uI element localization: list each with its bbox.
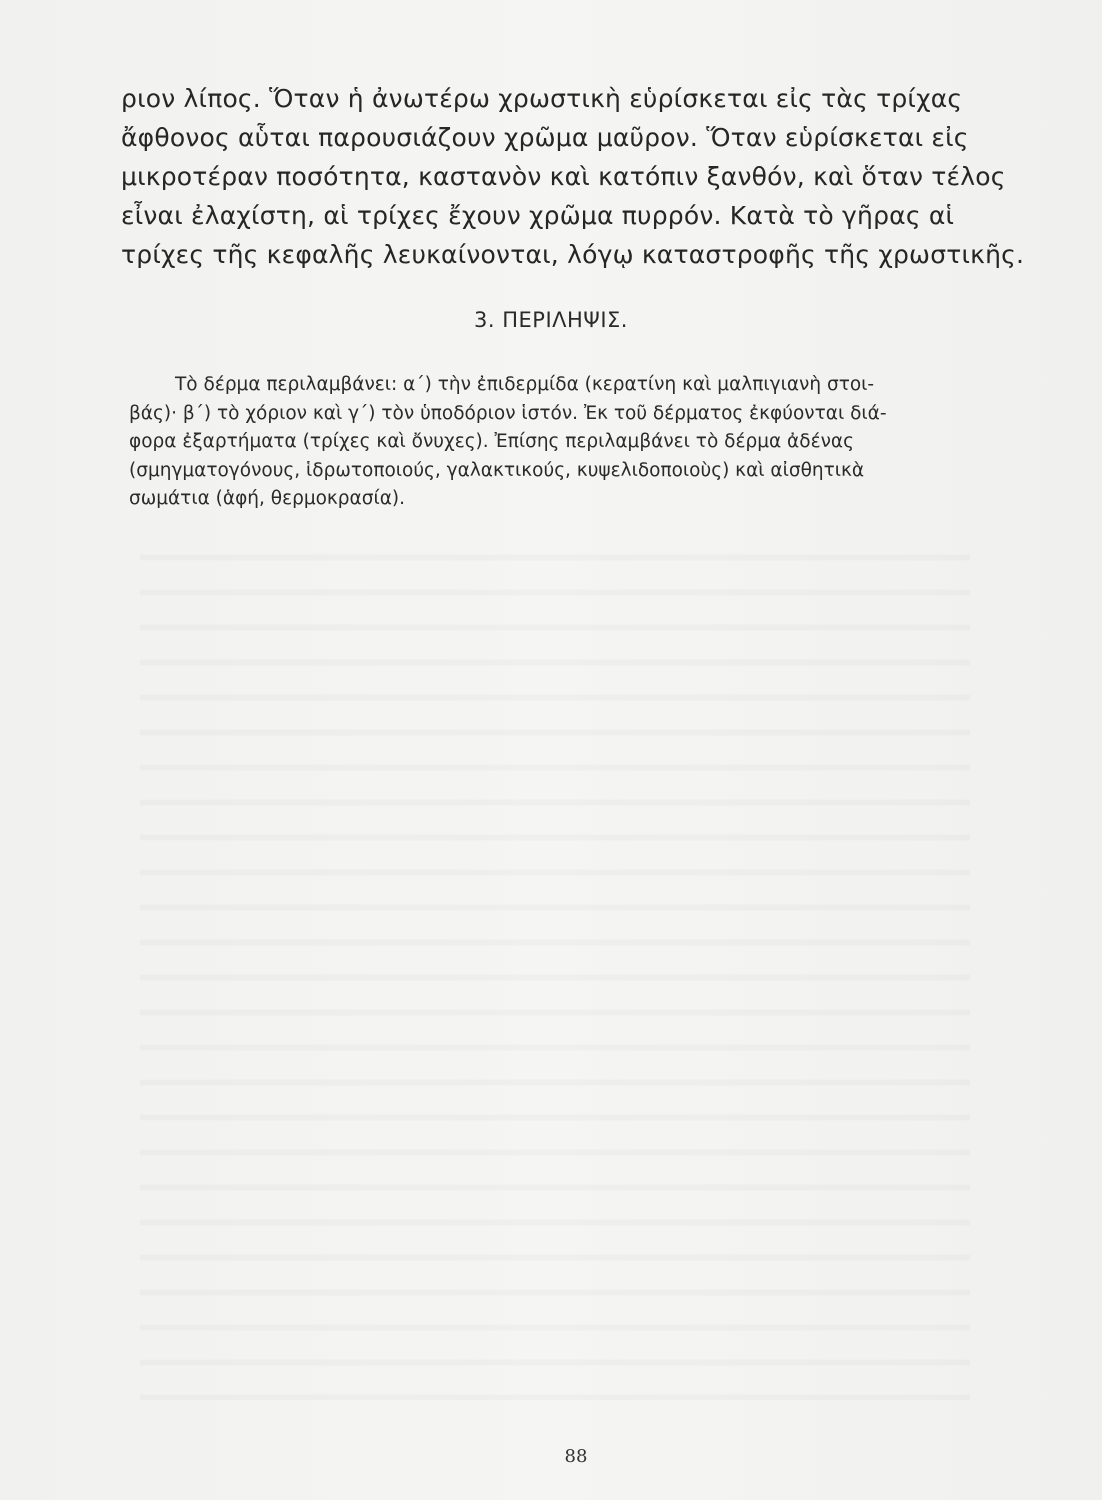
body-line: μικροτέραν ποσότητα, καστανὸν καὶ κατόπιν ξανθόν, καὶ ὅταν τέλος bbox=[121, 162, 1006, 191]
page-number: 88 bbox=[564, 1446, 588, 1467]
summary-line: (σμηγματογόνους, ἱδρωτοποιούς, γαλακτικούς, κυψελιδοποιοὺς) καὶ αἰσθητικὰ bbox=[129, 459, 865, 481]
body-line: τρίχες τῆς κεφαλῆς λευκαίνονται, λόγῳ καταστροφῆς τῆς χρωστικῆς. bbox=[121, 240, 1025, 269]
reverse-side-show-through bbox=[140, 530, 970, 1400]
summary-line: Τὸ δέρμα περιλαμβάνει: α΄) τὴν ἐπιδερμίδα (κερατίνη καὶ μαλπιγιανὴ στοι- bbox=[175, 374, 875, 395]
summary-line: σωμάτια (ἁφή, θερμοκρασία). bbox=[129, 488, 406, 509]
body-line: ριον λίπος. Ὅταν ἡ ἀνωτέρω χρωστικὴ εὑρίσκεται εἰς τὰς τρίχας bbox=[121, 84, 963, 113]
summary-paragraph bbox=[129, 371, 1009, 514]
summary-line: φορα ἐξαρτήματα (τρίχες καὶ ὄνυχες). Ἐπίσης περιλαμβάνει τὸ δέρμα ἀδένας bbox=[129, 431, 854, 452]
body-line: ἄφθονος αὗται παρουσιάζουν χρῶμα μαῦρον. Ὅταν εὑρίσκεται εἰς bbox=[121, 123, 969, 152]
summary-line: βάς)· β΄) τὸ χόριον καὶ γ΄) τὸν ὑποδόριον ἱστόν. Ἐκ τοῦ δέρματος ἐκφύονται διά- bbox=[129, 402, 887, 424]
body-line: εἶναι ἐλαχίστη, αἱ τρίχες ἔχουν χρῶμα πυρρόν. Κατὰ τὸ γῆρας αἱ bbox=[121, 201, 955, 230]
section-heading: 3. ΠΕΡΙΛΗΨΙΣ. bbox=[474, 308, 628, 332]
body-paragraph bbox=[121, 79, 1025, 274]
